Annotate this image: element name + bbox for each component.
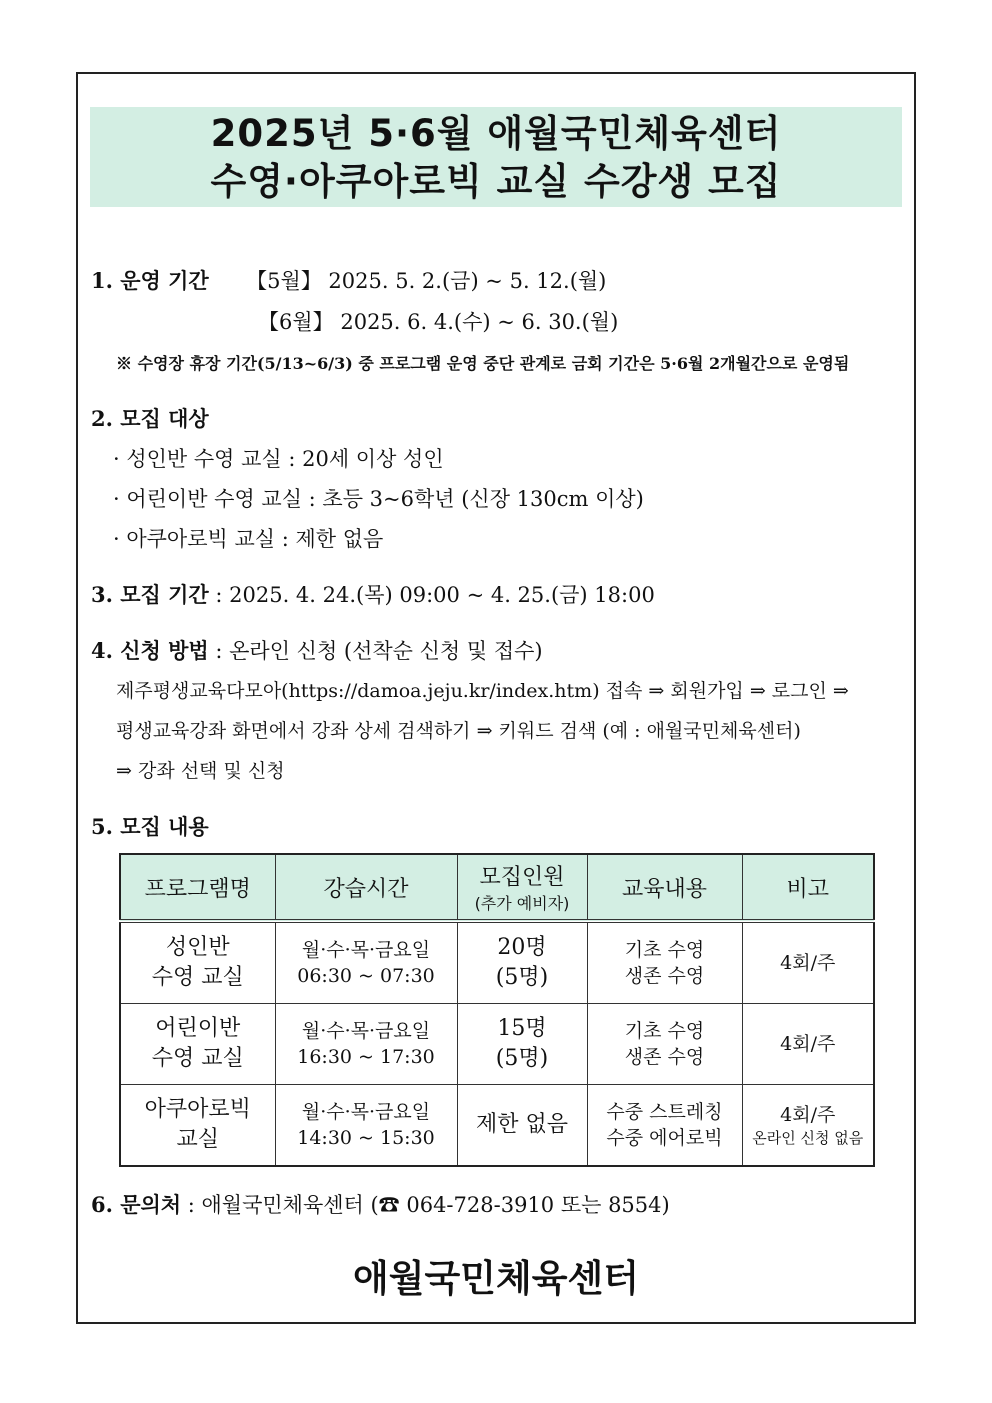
content-1: 기초 수영 — [624, 939, 705, 961]
program-name-2: 수영 교실 — [151, 965, 244, 990]
may-dates: 2025. 5. 2.(금) ~ 5. 12.(월) — [328, 269, 607, 293]
capacity-main: 제한 없음 — [475, 1112, 568, 1137]
section-2-heading: 2. 모집 대상 — [91, 406, 209, 431]
capacity-reserve: (5명) — [495, 965, 549, 990]
cell-time — [275, 1004, 457, 1085]
content-1: 기초 수영 — [624, 1020, 705, 1042]
class-days: 월·수·목·금요일 — [301, 1020, 431, 1042]
title-line-1: 2025년 5·6월 애월국민체육센터 — [210, 112, 782, 155]
class-hours: 14:30 ~ 15:30 — [297, 1127, 435, 1149]
header-remark: 비고 — [742, 854, 874, 921]
program-name-2: 수영 교실 — [151, 1046, 244, 1071]
header-capacity-sub: (추가 예비자) — [474, 894, 570, 913]
apply-step-line-1: 제주평생교육다모아(https://damoa.jeju.kr/index.htm) 접속 ⇒ 회원가입 ⇒ 로그인 ⇒ — [116, 680, 849, 702]
cell-remark — [742, 921, 874, 1004]
section-4-heading: 4. 신청 방법 — [91, 638, 209, 663]
cell-content — [587, 1085, 742, 1167]
program-name-2: 교실 — [176, 1127, 219, 1152]
program-table — [119, 853, 875, 1167]
class-hours: 16:30 ~ 17:30 — [297, 1046, 435, 1068]
header-content: 교육내용 — [587, 854, 742, 921]
june-label: 【6월】 — [258, 310, 334, 334]
apply-method: : 온라인 신청 (선착순 신청 및 접수) — [208, 639, 543, 663]
class-days: 월·수·목·금요일 — [301, 939, 431, 961]
section-1-heading: 1. 운영 기간 — [91, 268, 209, 293]
remark-main: 4회/주 — [780, 1104, 836, 1126]
cell-program — [120, 1004, 275, 1085]
target-item-adult: · 성인반 수영 교실 : 20세 이상 성인 — [113, 447, 444, 471]
section-6-row — [91, 1189, 670, 1219]
class-days: 월·수·목·금요일 — [301, 1101, 431, 1123]
section-5-heading: 5. 모집 내용 — [91, 814, 209, 839]
program-name: 성인반 — [165, 935, 230, 960]
table-row — [120, 1004, 874, 1085]
apply-step-line-3: ⇒ 강좌 선택 및 신청 — [116, 760, 285, 782]
capacity-main: 20명 — [497, 935, 547, 960]
cell-remark — [742, 1085, 874, 1167]
capacity-main: 15명 — [497, 1016, 547, 1041]
remark-sub: 온라인 신청 없음 — [752, 1129, 864, 1147]
cell-content — [587, 1004, 742, 1085]
section-3-heading: 3. 모집 기간 — [91, 582, 209, 607]
cell-capacity — [457, 921, 587, 1004]
content-2: 생존 수영 — [624, 1046, 705, 1068]
content-1: 수중 스트레칭 — [606, 1101, 723, 1123]
header-capacity-main: 모집인원 — [479, 865, 565, 890]
section-1-note: ※ 수영장 휴장 기간(5/13~6/3) 중 프로그램 운영 중단 관계로 금회 기간은 5·6월 2개월간으로 운영됨 — [116, 354, 850, 373]
section-1-row-june — [258, 306, 618, 336]
footer-organization: 애월국민체육센터 — [353, 1257, 639, 1300]
table-header-row — [120, 854, 874, 921]
section-3-row — [91, 579, 655, 609]
header-time: 강습시간 — [275, 854, 457, 921]
program-name: 어린이반 — [155, 1016, 241, 1041]
recruit-period: : 2025. 4. 24.(목) 09:00 ~ 4. 25.(금) 18:00 — [208, 583, 655, 607]
table-row — [120, 1085, 874, 1167]
cell-capacity — [457, 1004, 587, 1085]
capacity-reserve: (5명) — [495, 1046, 549, 1071]
content-2: 생존 수영 — [624, 965, 705, 987]
cell-capacity — [457, 1085, 587, 1167]
table-row — [120, 921, 874, 1004]
section-4-row — [91, 635, 543, 665]
remark-main: 4회/주 — [780, 952, 836, 974]
may-label: 【5월】 — [246, 269, 322, 293]
cell-content — [587, 921, 742, 1004]
remark-main: 4회/주 — [780, 1033, 836, 1055]
june-dates: 2025. 6. 4.(수) ~ 6. 30.(월) — [340, 310, 619, 334]
header-capacity — [457, 854, 587, 921]
cell-program — [120, 921, 275, 1004]
cell-program — [120, 1085, 275, 1167]
cell-remark — [742, 1004, 874, 1085]
target-item-aqua: · 아쿠아로빅 교실 : 제한 없음 — [113, 527, 384, 551]
section-6-heading: 6. 문의처 — [91, 1192, 182, 1217]
section-1-row-may — [91, 265, 606, 295]
title-line-2: 수영·아쿠아로빅 교실 수강생 모집 — [210, 160, 782, 203]
content-2: 수중 에어로빅 — [606, 1127, 723, 1149]
cell-time — [275, 921, 457, 1004]
class-hours: 06:30 ~ 07:30 — [297, 965, 435, 987]
cell-time — [275, 1085, 457, 1167]
program-name: 아쿠아로빅 — [144, 1097, 251, 1122]
header-program: 프로그램명 — [120, 854, 275, 921]
page-title — [90, 107, 902, 207]
contact-info: : 애월국민체육센터 (☎ 064-728-3910 또는 8554) — [181, 1193, 670, 1217]
target-item-child: · 어린이반 수영 교실 : 초등 3~6학년 (신장 130cm 이상) — [113, 487, 644, 511]
apply-step-line-2: 평생교육강좌 화면에서 강좌 상세 검색하기 ⇒ 키워드 검색 (예 : 애월국민체육센터) — [116, 720, 801, 742]
